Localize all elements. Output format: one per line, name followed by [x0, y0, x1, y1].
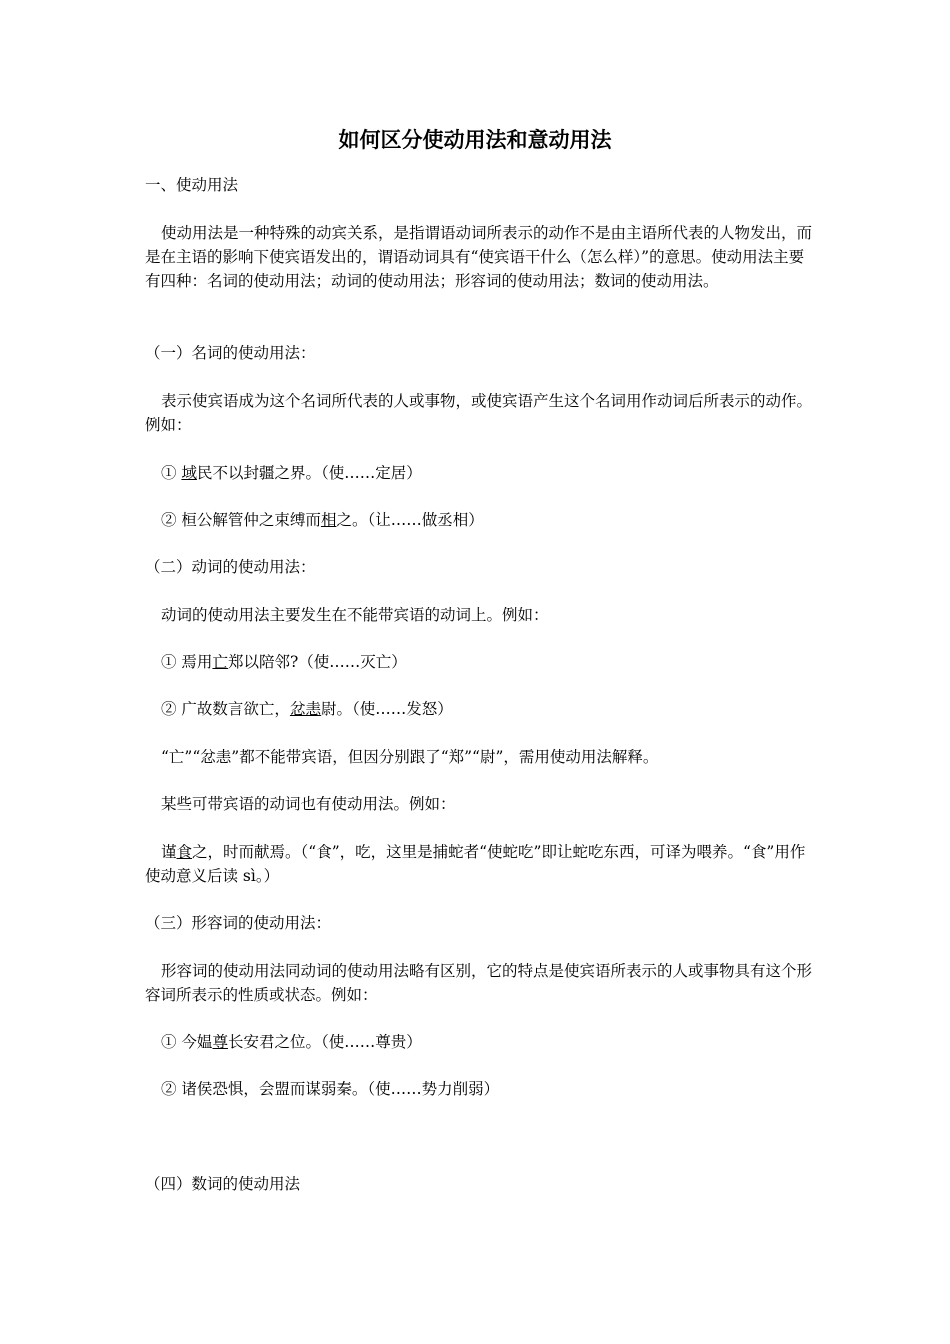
- example-rest: 尉。（使……发怒）: [320, 700, 453, 718]
- document-title: 如何区分使动用法和意动用法: [338, 127, 612, 152]
- underlined-word: 忿恚: [289, 700, 321, 718]
- example-sentence: [161, 697, 841, 721]
- subsection-paragraph-3: 形容词的使动用法同动词的使动用法略有区别，它的特点是使宾语所表示的人或事物具有这个形容词所表示的性质或状态。例如：: [145, 962, 813, 1004]
- example-rest: 郑以陪邻?（使……灭亡）: [227, 653, 407, 671]
- subsection-heading-4: （四）数词的使动用法: [145, 1175, 301, 1193]
- example-prefix: ①: [161, 464, 182, 482]
- example-rest: 民不以封疆之界。（使……定居）: [196, 464, 422, 482]
- subsection-heading-2: （二）动词的使动用法：: [145, 558, 316, 576]
- subsection-paragraph-1: 表示使宾语成为这个名词所代表的人或事物，或使宾语产生这个名词用作动词后所表示的动作。例如：: [145, 392, 813, 434]
- note-text: “亡”“忿恚”都不能带宾语，但因分别跟了“郑”“尉”，需用使动用法解释。: [161, 748, 659, 766]
- example-prefix: ① 今媪: [161, 1033, 213, 1051]
- example-sentence: [161, 461, 841, 485]
- subsection-paragraph-2: 动词的使动用法主要发生在不能带宾语的动词上。例如：: [161, 606, 549, 624]
- section-heading: 一、使动用法: [145, 176, 239, 194]
- example-rest: 长安君之位。（使……尊贵）: [227, 1033, 422, 1051]
- example-prefix: ② 广故数言欲亡，: [161, 700, 290, 718]
- underlined-word: 尊: [212, 1033, 228, 1051]
- example-sentence: [161, 650, 841, 674]
- underlined-word: 域: [181, 464, 197, 482]
- example-prefix: ② 桓公解管仲之束缚而: [161, 511, 321, 529]
- subsection-heading-3: （三）形容词的使动用法：: [145, 914, 332, 932]
- intro-paragraph: 使动用法是一种特殊的动宾关系，是指谓语动词所表示的动作不是由主语所代表的人物发出，而是在主语的影响下使宾语发出的，谓语动词具有“使宾语干什么（怎么样）”的意思。使动用法主要有四种：名词的使动用法；动词的使动用法；形容词的使动用法；数词的使动用法。: [145, 224, 813, 290]
- note-text: 某些可带宾语的动词也有使动用法。例如：: [161, 795, 456, 813]
- underlined-word: 亡: [212, 653, 228, 671]
- underlined-word: 相: [320, 511, 337, 529]
- example-paragraph: [145, 840, 813, 888]
- example-sentence: [161, 1030, 841, 1054]
- subsection-heading-1: （一）名词的使动用法：: [145, 344, 316, 362]
- example-rest: 之。（让……做丞相）: [336, 511, 484, 529]
- underlined-word: 食: [176, 843, 193, 861]
- example-sentence: [161, 508, 841, 532]
- example-sentence: ② 诸侯恐惧，会盟而谋弱秦。（使……势力削弱）: [161, 1080, 500, 1098]
- example-prefix: ① 焉用: [161, 653, 213, 671]
- example-rest: 之，时而献焉。（“食”，吃，这里是捕蛇者“使蛇吃”即让蛇吃东西，可译为喂养。“食”用作使动意义后读 sì。）: [145, 843, 806, 885]
- example-prefix: 谨: [161, 843, 177, 861]
